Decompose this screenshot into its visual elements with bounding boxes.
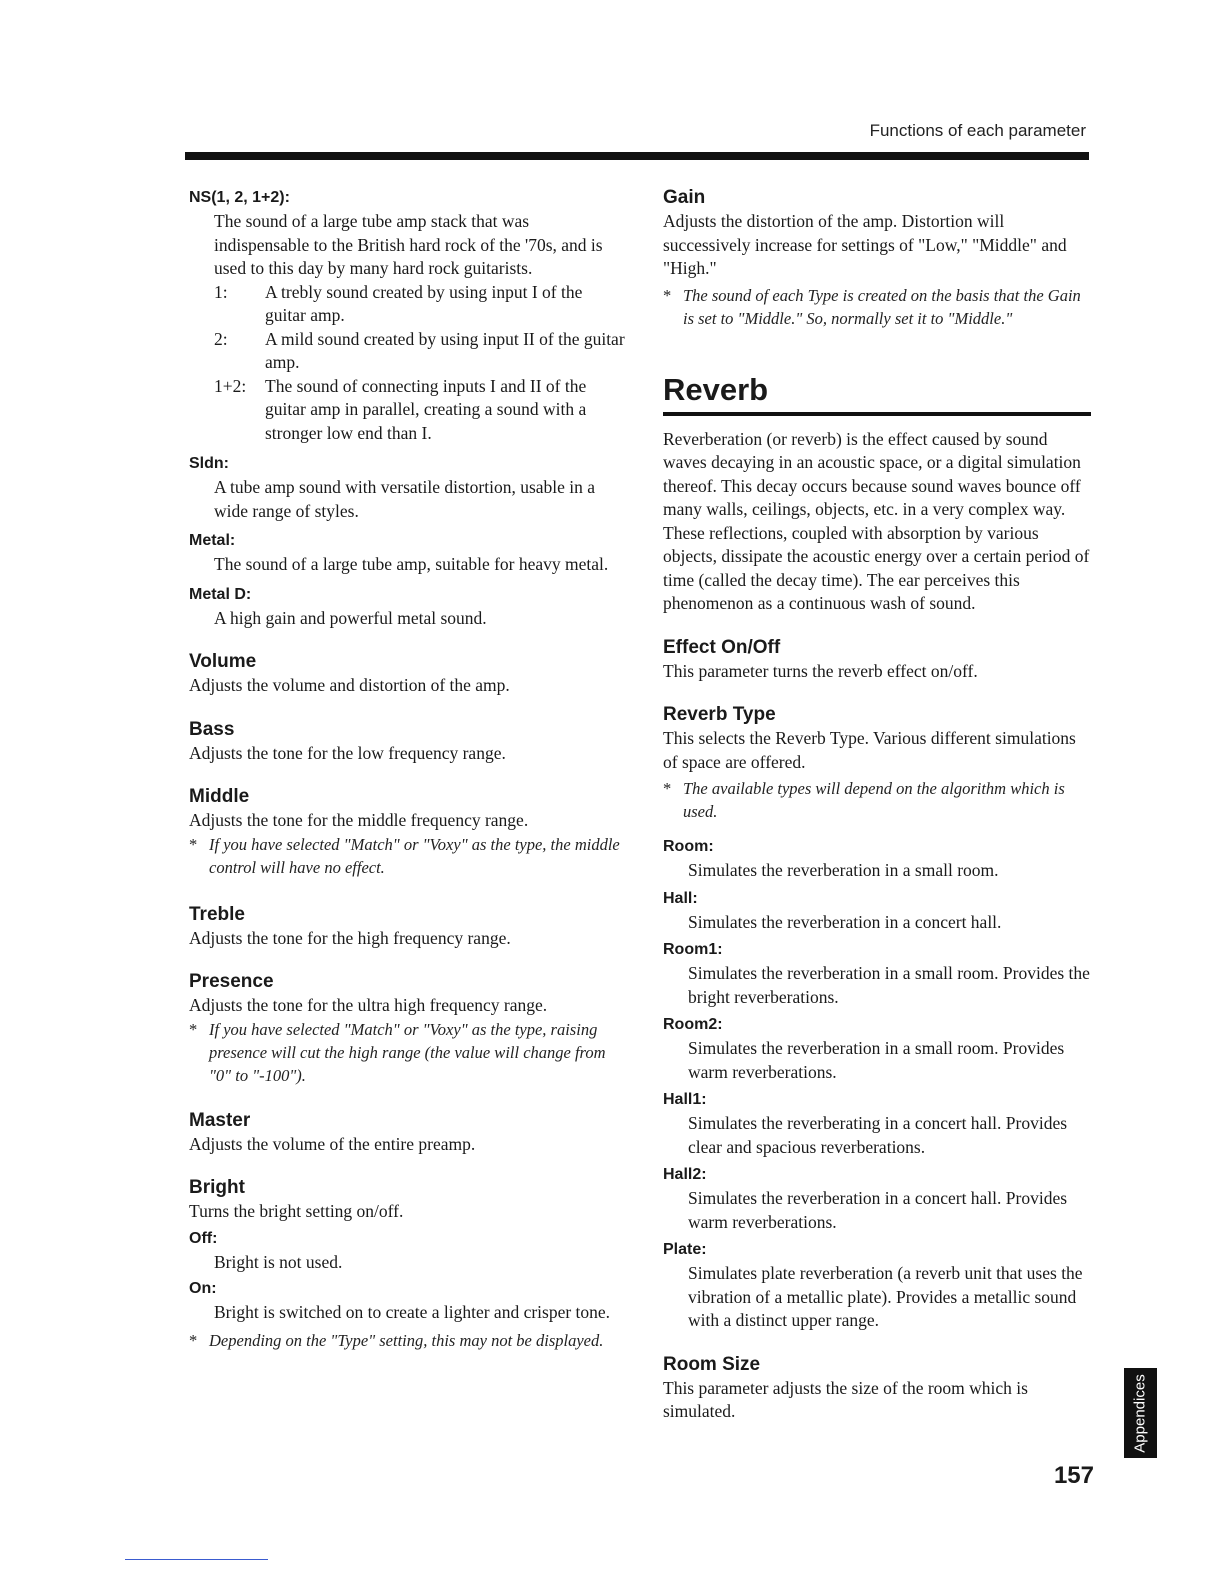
room-size-desc: This parameter adjusts the size of the room which is simulated. [663,1377,1028,1421]
gain-note [663,284,1091,330]
bright-note [189,1329,627,1352]
middle-heading: Middle [189,786,250,807]
effect-onoff-desc: This parameter turns the reverb effect on/off. [663,660,978,681]
type-room2-heading: Room2: [663,1016,723,1033]
footer-rule [125,1559,268,1560]
ns-item-1 [189,281,627,328]
presence-note [189,1018,627,1087]
page-number: 157 [1053,1462,1094,1489]
presence-desc: Adjusts the tone for the ultra high frequency range. [189,995,548,1015]
bright-on-desc: Bright is switched on to create a lighter and crisper tone. [214,1302,611,1322]
effect-onoff-heading: Effect On/Off [663,636,781,658]
asterisk-icon: * [189,834,198,854]
treble-desc: Adjusts the tone for the high frequency range. [189,927,511,948]
ns-item-1-2 [189,375,627,446]
type-plate-heading: Plate: [663,1241,707,1258]
ns-item-key: 2: [214,328,228,349]
type-hall1-desc: Simulates the reverberating in a concert hall. Provides clear and spacious reverberations. [688,1113,1068,1157]
type-hall-desc: Simulates the reverberation in a concert hall. [688,911,1002,932]
metal-d-heading: Metal D: [189,585,252,603]
bright-off-desc: Bright is not used. [214,1251,343,1272]
type-hall-heading: Hall: [663,889,698,907]
running-head: Functions of each parameter [869,121,1086,140]
left-column [189,186,627,1352]
type-plate-desc: Simulates plate reverberation (a reverb unit that uses the vibration of a metallic plate). Provides a metallic sound with a distinct upper range. [688,1263,1083,1330]
metal-desc: The sound of a large tube amp, suitable for heavy metal. [214,554,609,574]
type-hall1-heading: Hall1: [663,1091,707,1108]
treble-heading: Treble [189,903,245,925]
master-desc: Adjusts the volume of the entire preamp. [189,1133,476,1154]
ns-item-key: 1: [214,281,228,302]
ns-item-2 [189,328,627,375]
bright-on-heading: On: [189,1280,217,1297]
asterisk-icon: * [189,1330,198,1350]
sldn-desc: A tube amp sound with versatile distortion, usable in a wide range of styles. [214,477,596,521]
right-column [663,186,1091,1424]
ns-item-value: A trebly sound created by using input I of the guitar amp. [265,281,583,325]
gain-heading: Gain [663,187,706,208]
ns-desc: The sound of a large tube amp stack that was indispensable to the British hard rock of the '70s, and is used to this day by many hard rock guitarists. [214,211,603,278]
reverb-type-note [663,777,1091,823]
bright-heading: Bright [189,1177,245,1198]
top-rule [185,152,1089,160]
presence-note-text: If you have selected "Match" or "Voxy" as the type, raising presence will cut the high range (the value will change from "0" to "-100"). [209,1019,606,1085]
bright-desc: Turns the bright setting on/off. [189,1201,404,1221]
reverb-type-heading: Reverb Type [663,704,776,725]
room-size-heading: Room Size [663,1353,761,1375]
type-hall2-heading: Hall2: [663,1166,707,1183]
volume-desc: Adjusts the volume and distortion of the amp. [189,675,510,695]
ns-heading: NS(1, 2, 1+2): [189,189,290,206]
appendices-tab-label: Appendices [1132,1373,1149,1453]
presence-heading: Presence [189,971,274,992]
gain-desc: Adjusts the distortion of the amp. Distortion will successively increase for settings of "Low," "Middle" and "High." [663,211,1067,278]
asterisk-icon: * [189,1019,198,1039]
middle-note [189,833,627,879]
ns-item-key: 1+2: [214,375,247,396]
middle-desc: Adjusts the tone for the middle frequency range. [189,810,529,830]
type-room-heading: Room: [663,838,714,855]
asterisk-icon: * [663,779,672,798]
reverb-title-rule [663,412,1091,416]
reverb-title: Reverb [663,371,769,407]
master-heading: Master [189,1109,251,1131]
bass-heading: Bass [189,718,235,740]
type-room-desc: Simulates the reverberation in a small room. [688,860,999,880]
reverb-intro: Reverberation (or reverb) is the effect caused by sound waves decaying in an acoustic space, or a digital simulation thereof. This decay occurs because sound waves bounce off many walls, ceilings, objects, etc. in a very complex way. These reflections, coupled with absorption by various objects, dissipate the acoustic energy over a certain period of time (called the decay time). The ear perceives this phenomenon as a continuous wash of sound. [663,428,1090,613]
gain-note-text: The sound of each Type is created on the basis that the Gain is set to "Middle." So, normally set it to "Middle." [683,285,1081,328]
metal-heading: Metal: [189,532,236,549]
bright-note-text: Depending on the "Type" setting, this may not be displayed. [209,1330,604,1350]
reverb-type-note-text: The available types will depend on the algorithm which is used. [683,779,1065,821]
sldn-heading: Sldn: [189,455,229,472]
bright-off-heading: Off: [189,1229,218,1247]
metal-d-desc: A high gain and powerful metal sound. [214,607,487,628]
bass-desc: Adjusts the tone for the low frequency range. [189,742,506,763]
type-room2-desc: Simulates the reverberation in a small room. Provides warm reverberations. [688,1038,1065,1082]
ns-item-value: The sound of connecting inputs I and II of the guitar amp in parallel, creating a sound with a stronger low end than I. [265,375,587,443]
type-room1-desc: Simulates the reverberation in a small room. Provides the bright reverberations. [688,963,1090,1007]
volume-heading: Volume [189,651,257,672]
asterisk-icon: * [663,285,672,305]
appendices-tab [1124,1368,1157,1458]
middle-note-text: If you have selected "Match" or "Voxy" as the type, the middle control will have no effect. [209,834,620,877]
type-room1-heading: Room1: [663,941,723,958]
reverb-type-desc: This selects the Reverb Type. Various different simulations of space are offered. [663,728,1076,772]
ns-item-value: A mild sound created by using input II of the guitar amp. [265,328,625,372]
type-hall2-desc: Simulates the reverberation in a concert hall. Provides warm reverberations. [688,1188,1068,1232]
